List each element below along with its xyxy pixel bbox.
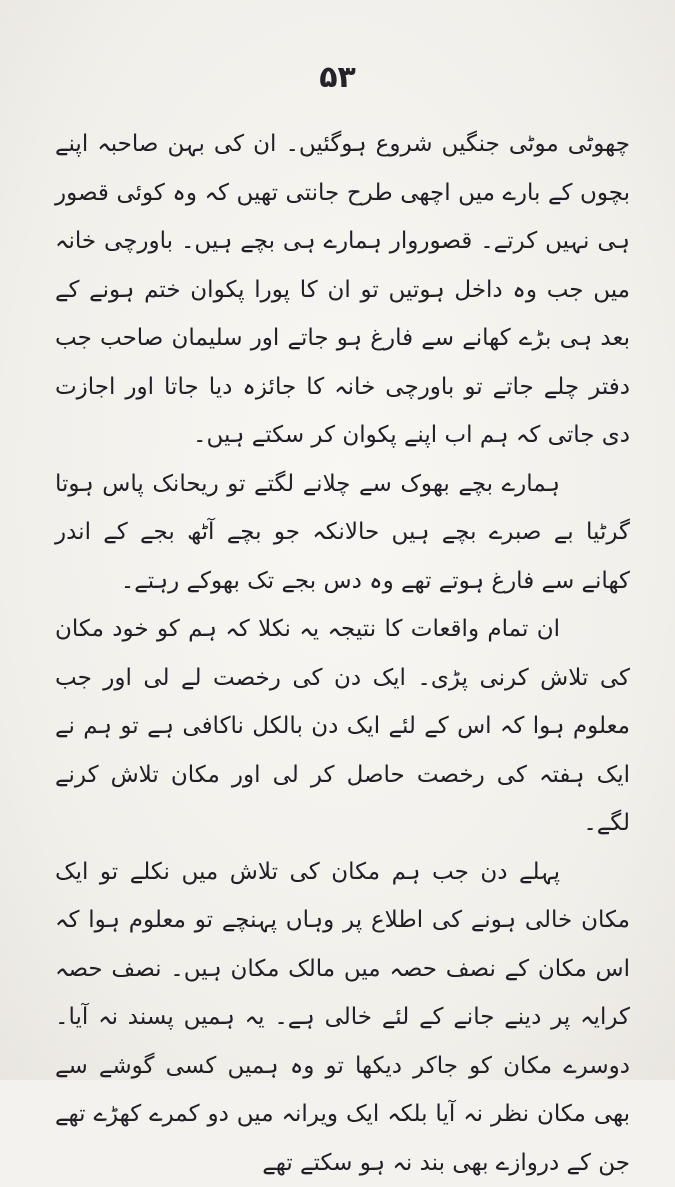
paragraph-2: ہمارے بچے بھوک سے چلانے لگتے تو ریحانک پاس ہوتا گرٹیا بے صبرے بچے ہیں حالانکہ جو بچے آٹھ بجے کے اندر کھانے سے فارغ ہوتے تھے وہ دس بجے تک بھوکے رہتے۔: [55, 460, 630, 606]
page-body: [55, 120, 630, 1187]
paragraph-1: چھوٹی موٹی جنگیں شروع ہوگئیں۔ ان کی بہن صاحبہ اپنے بچوں کے بارے میں اچھی طرح جانتی تھیں کہ وہ کوئی قصور ہی نہیں کرتے۔ قصوروار ہمارے ہی بچے ہیں۔ باورچی خانہ میں جب وہ داخل ہوتیں تو ان کا پورا پکوان ختم ہونے کے بعد ہی بڑے کھانے سے فارغ ہو جاتے اور سلیمان صاحب جب دفتر چلے جاتے تو باورچی خانہ کا جائزہ دیا جاتا اور اجازت دی جاتی کہ ہم اب اپنے پکوان کر سکتے ہیں۔: [55, 120, 630, 460]
page-number: ۵۳: [0, 60, 675, 95]
paragraph-3: ان تمام واقعات کا نتیجہ یہ نکلا کہ ہم کو خود مکان کی تلاش کرنی پڑی۔ ایک دن کی رخصت لے لی اور جب معلوم ہوا کہ اس کے لئے ایک دن بالکل ناکافی ہے تو ہم نے ایک ہفتہ کی رخصت حاصل کر لی اور مکان تلاش کرنے لگے۔: [55, 605, 630, 848]
paragraph-4: پہلے دن جب ہم مکان کی تلاش میں نکلے تو ایک مکان خالی ہونے کی اطلاع پر وہاں پہنچے تو معلوم ہوا کہ اس مکان کے نصف حصہ میں مالک مکان ہیں۔ نصف حصہ کرایہ پر دینے جانے کے لئے خالی ہے۔ یہ ہمیں پسند نہ آیا۔ دوسرے مکان کو جاکر دیکھا تو وہ ہمیں کسی گوشے سے بھی مکان نظر نہ آیا بلکہ ایک ویرانہ میں دو کمرے کھڑے تھے جن کے دروازے بھی بند نہ ہو سکتے تھے: [55, 848, 630, 1187]
